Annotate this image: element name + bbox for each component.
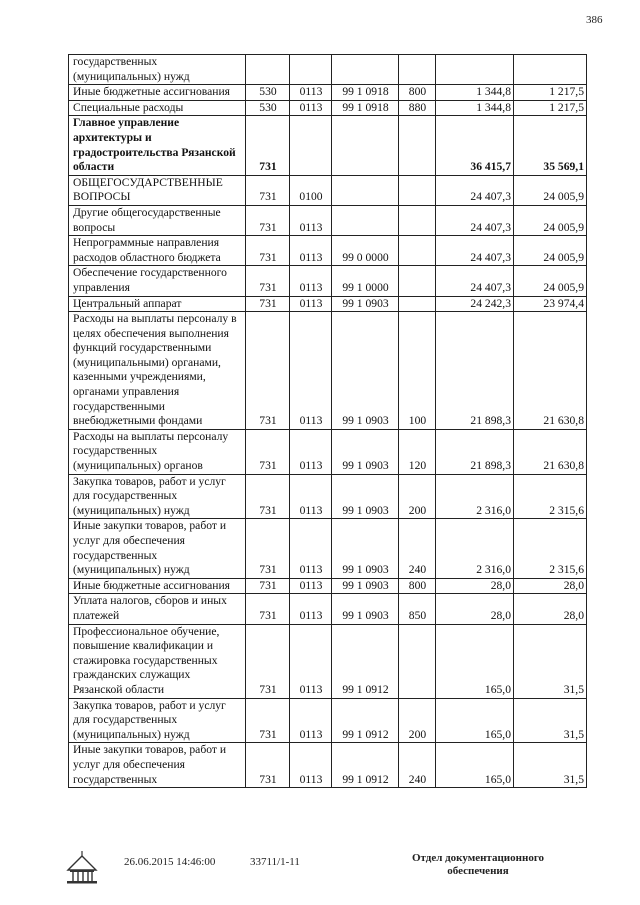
page-footer — [0, 848, 640, 898]
row-name-cell: Иные закупки товаров, работ и услуг для обеспечения государственных (муниципальных) нужд — [69, 519, 246, 578]
row-name-cell: Главное управление архитектуры и градостроительства Рязанской области — [69, 116, 246, 175]
ministry-code-cell: 731 — [246, 296, 290, 312]
row-name-cell: Иные бюджетные ассигнования — [69, 578, 246, 594]
duma-building-logo-icon — [62, 848, 102, 891]
row-name-cell: Профессиональное обучение, повышение квалификации и стажировка государственных гражданских служащих Рязанской области — [69, 624, 246, 698]
amount-approved-cell: 24 242,3 — [436, 296, 514, 312]
amount-approved-cell: 2 316,0 — [436, 474, 514, 519]
amount-approved-cell: 21 898,3 — [436, 429, 514, 474]
expense-type-cell: 800 — [399, 578, 436, 594]
expense-type-cell: 200 — [399, 698, 436, 743]
section-code-cell: 0100 — [290, 175, 332, 205]
amount-approved-cell: 24 407,3 — [436, 175, 514, 205]
amount-approved-cell: 165,0 — [436, 743, 514, 788]
expense-type-cell: 100 — [399, 312, 436, 430]
target-article-cell: 99 1 0918 — [332, 85, 399, 101]
target-article-cell — [332, 55, 399, 85]
amount-approved-cell: 28,0 — [436, 578, 514, 594]
ministry-code-cell: 530 — [246, 85, 290, 101]
target-article-cell: 99 1 0903 — [332, 519, 399, 578]
row-name-cell: Специальные расходы — [69, 100, 246, 116]
table-row — [69, 116, 587, 175]
row-name-cell: Непрограммные направления расходов областного бюджета — [69, 236, 246, 266]
expense-type-cell: 240 — [399, 519, 436, 578]
section-code-cell: 0113 — [290, 594, 332, 624]
row-name-cell: Закупка товаров, работ и услуг для государственных (муниципальных) нужд — [69, 698, 246, 743]
row-name-cell: Закупка товаров, работ и услуг для государственных (муниципальных) нужд — [69, 474, 246, 519]
target-article-cell: 99 1 0912 — [332, 743, 399, 788]
table-row — [69, 312, 587, 430]
section-code-cell: 0113 — [290, 266, 332, 296]
amount-executed-cell: 21 630,8 — [514, 429, 587, 474]
ministry-code-cell: 731 — [246, 266, 290, 296]
table-row — [69, 85, 587, 101]
expense-type-cell: 880 — [399, 100, 436, 116]
amount-approved-cell — [436, 55, 514, 85]
section-code-cell — [290, 116, 332, 175]
target-article-cell: 99 0 0000 — [332, 236, 399, 266]
expense-type-cell — [399, 266, 436, 296]
section-code-cell: 0113 — [290, 429, 332, 474]
ministry-code-cell: 731 — [246, 578, 290, 594]
section-code-cell: 0113 — [290, 519, 332, 578]
budget-table — [68, 54, 587, 788]
amount-executed-cell: 23 974,4 — [514, 296, 587, 312]
page-number: 386 — [586, 14, 603, 26]
ministry-code-cell: 530 — [246, 100, 290, 116]
target-article-cell: 99 1 0918 — [332, 100, 399, 116]
target-article-cell: 99 1 0903 — [332, 429, 399, 474]
target-article-cell: 99 1 0912 — [332, 624, 399, 698]
amount-executed-cell: 2 315,6 — [514, 474, 587, 519]
amount-executed-cell: 28,0 — [514, 594, 587, 624]
table-row — [69, 698, 587, 743]
table-row — [69, 205, 587, 235]
target-article-cell — [332, 116, 399, 175]
target-article-cell: 99 1 0903 — [332, 594, 399, 624]
table-row — [69, 624, 587, 698]
table-row — [69, 594, 587, 624]
section-code-cell: 0113 — [290, 743, 332, 788]
amount-approved-cell: 1 344,8 — [436, 85, 514, 101]
amount-executed-cell: 24 005,9 — [514, 175, 587, 205]
ministry-code-cell: 731 — [246, 624, 290, 698]
amount-executed-cell: 21 630,8 — [514, 312, 587, 430]
section-code-cell: 0113 — [290, 578, 332, 594]
amount-approved-cell: 165,0 — [436, 624, 514, 698]
table-row — [69, 100, 587, 116]
target-article-cell: 99 1 0912 — [332, 698, 399, 743]
footer-department: Отдел документационного обеспечения — [411, 852, 545, 877]
amount-executed-cell: 31,5 — [514, 624, 587, 698]
target-article-cell — [332, 205, 399, 235]
amount-executed-cell: 1 217,5 — [514, 100, 587, 116]
section-code-cell: 0113 — [290, 698, 332, 743]
row-name-cell: Иные бюджетные ассигнования — [69, 85, 246, 101]
expense-type-cell — [399, 296, 436, 312]
amount-approved-cell: 24 407,3 — [436, 205, 514, 235]
ministry-code-cell: 731 — [246, 519, 290, 578]
target-article-cell: 99 1 0903 — [332, 296, 399, 312]
amount-approved-cell: 165,0 — [436, 698, 514, 743]
section-code-cell: 0113 — [290, 100, 332, 116]
ministry-code-cell: 731 — [246, 312, 290, 430]
amount-executed-cell: 28,0 — [514, 578, 587, 594]
row-name-cell: Расходы на выплаты персоналу государственных (муниципальных) органов — [69, 429, 246, 474]
target-article-cell — [332, 175, 399, 205]
ministry-code-cell: 731 — [246, 743, 290, 788]
ministry-code-cell: 731 — [246, 236, 290, 266]
amount-executed-cell: 1 217,5 — [514, 85, 587, 101]
amount-approved-cell: 1 344,8 — [436, 100, 514, 116]
amount-approved-cell: 21 898,3 — [436, 312, 514, 430]
section-code-cell: 0113 — [290, 296, 332, 312]
target-article-cell: 99 1 0000 — [332, 266, 399, 296]
row-name-cell: государственных (муниципальных) нужд — [69, 55, 246, 85]
table-row — [69, 743, 587, 788]
row-name-cell: Центральный аппарат — [69, 296, 246, 312]
section-code-cell: 0113 — [290, 205, 332, 235]
amount-approved-cell: 24 407,3 — [436, 236, 514, 266]
footer-date: 26.06.2015 14:46:00 — [124, 856, 216, 868]
section-code-cell: 0113 — [290, 624, 332, 698]
expense-type-cell — [399, 205, 436, 235]
ministry-code-cell: 731 — [246, 205, 290, 235]
amount-approved-cell: 24 407,3 — [436, 266, 514, 296]
table-row — [69, 55, 587, 85]
amount-executed-cell — [514, 55, 587, 85]
table-row — [69, 578, 587, 594]
ministry-code-cell: 731 — [246, 429, 290, 474]
table-row — [69, 296, 587, 312]
expense-type-cell — [399, 175, 436, 205]
section-code-cell — [290, 55, 332, 85]
table-row — [69, 175, 587, 205]
amount-executed-cell: 24 005,9 — [514, 205, 587, 235]
expense-type-cell: 200 — [399, 474, 436, 519]
expense-type-cell — [399, 116, 436, 175]
expense-type-cell — [399, 55, 436, 85]
amount-executed-cell: 24 005,9 — [514, 266, 587, 296]
ministry-code-cell: 731 — [246, 116, 290, 175]
expense-type-cell: 240 — [399, 743, 436, 788]
section-code-cell: 0113 — [290, 236, 332, 266]
budget-table-body — [69, 55, 587, 788]
amount-executed-cell: 24 005,9 — [514, 236, 587, 266]
table-row — [69, 429, 587, 474]
amount-executed-cell: 2 315,6 — [514, 519, 587, 578]
target-article-cell: 99 1 0903 — [332, 312, 399, 430]
table-row — [69, 519, 587, 578]
ministry-code-cell: 731 — [246, 594, 290, 624]
expense-type-cell: 800 — [399, 85, 436, 101]
table-row — [69, 474, 587, 519]
target-article-cell: 99 1 0903 — [332, 578, 399, 594]
row-name-cell: Обеспечение государственного управления — [69, 266, 246, 296]
ministry-code-cell — [246, 55, 290, 85]
table-row — [69, 266, 587, 296]
row-name-cell: Другие общегосударственные вопросы — [69, 205, 246, 235]
row-name-cell: Расходы на выплаты персоналу в целях обеспечения выполнения функций государственными (муниципальными) органами, казенными учреждениями, органами управления государственными внебюджетными фондами — [69, 312, 246, 430]
amount-executed-cell: 31,5 — [514, 743, 587, 788]
target-article-cell: 99 1 0903 — [332, 474, 399, 519]
row-name-cell: Иные закупки товаров, работ и услуг для обеспечения государственных — [69, 743, 246, 788]
row-name-cell: Уплата налогов, сборов и иных платежей — [69, 594, 246, 624]
ministry-code-cell: 731 — [246, 175, 290, 205]
expense-type-cell — [399, 236, 436, 266]
section-code-cell: 0113 — [290, 312, 332, 430]
row-name-cell: ОБЩЕГОСУДАРСТВЕННЫЕ ВОПРОСЫ — [69, 175, 246, 205]
table-row — [69, 236, 587, 266]
expense-type-cell: 120 — [399, 429, 436, 474]
amount-executed-cell: 35 569,1 — [514, 116, 587, 175]
expense-type-cell — [399, 624, 436, 698]
section-code-cell: 0113 — [290, 85, 332, 101]
amount-approved-cell: 36 415,7 — [436, 116, 514, 175]
expense-type-cell: 850 — [399, 594, 436, 624]
amount-approved-cell: 28,0 — [436, 594, 514, 624]
amount-executed-cell: 31,5 — [514, 698, 587, 743]
footer-doc-number: 33711/1-11 — [250, 856, 300, 868]
ministry-code-cell: 731 — [246, 474, 290, 519]
ministry-code-cell: 731 — [246, 698, 290, 743]
section-code-cell: 0113 — [290, 474, 332, 519]
amount-approved-cell: 2 316,0 — [436, 519, 514, 578]
